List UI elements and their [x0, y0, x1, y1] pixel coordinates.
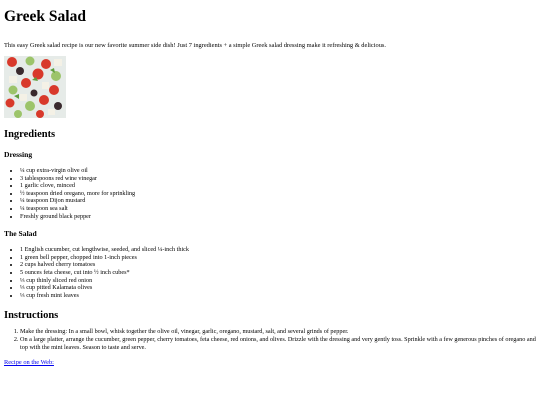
list-item: • ⅓ cup thinly sliced red onion	[20, 277, 536, 285]
instruction-step: 2. On a large platter, arrange the cucumber, green pepper, cherry tomatoes, feta cheese, red onions, and olives. Drizzle with the dressing and very gently toss. Sprinkle with a few generous pinches of oregano and top with the mint leaves. Season to taste and serve.	[20, 336, 536, 351]
instruction-step: 1. Make the dressing: In a small bowl, whisk together the olive oil, vinegar, garlic, oregano, mustard, salt, and several grinds of pepper.	[20, 328, 536, 336]
ingredients-heading: Ingredients	[4, 129, 56, 140]
list-item: • 1 green bell pepper, chopped into 1-inch pieces	[20, 254, 536, 262]
instructions-list	[4, 328, 536, 351]
list-item: • ¼ teaspoon Dijon mustard	[20, 197, 536, 205]
list-item: • ⅓ cup fresh mint leaves	[20, 292, 536, 300]
intro-text: This easy Greek salad recipe is our new favorite summer side dish! Just 7 ingredients + a simple Greek salad dressing make it refreshing & delicious.	[4, 42, 386, 49]
salad-photo-image	[4, 56, 66, 118]
list-item: • Freshly ground black pepper	[20, 213, 536, 221]
list-item: • 1 garlic clove, minced	[20, 182, 536, 190]
dressing-list	[4, 167, 536, 220]
recipe-source-link[interactable]: Recipe on the Web:	[4, 359, 54, 367]
list-item: • 5 ounces feta cheese, cut into ½ inch cubes*	[20, 269, 536, 277]
list-item: • 2 cups halved cherry tomatoes	[20, 261, 536, 269]
list-item: • ⅓ cup pitted Kalamata olives	[20, 284, 536, 292]
salad-heading: The Salad	[4, 229, 37, 239]
instructions-heading: Instructions	[4, 310, 59, 322]
list-item: • ¼ cup extra-virgin olive oil	[20, 167, 536, 175]
source-line	[4, 359, 536, 367]
salad-photo	[4, 56, 66, 118]
list-item: • ½ teaspoon dried oregano, more for sprinkling	[20, 190, 536, 198]
list-item: • ¼ teaspoon sea salt	[20, 205, 536, 213]
list-item: • 1 English cucumber, cut lengthwise, seeded, and sliced ¼-inch thick	[20, 246, 536, 254]
dressing-heading: Dressing	[4, 150, 33, 159]
salad-list	[4, 246, 536, 299]
page-title: Greek Salad	[4, 8, 86, 25]
list-item: • 3 tablespoons red wine vinegar	[20, 175, 536, 183]
